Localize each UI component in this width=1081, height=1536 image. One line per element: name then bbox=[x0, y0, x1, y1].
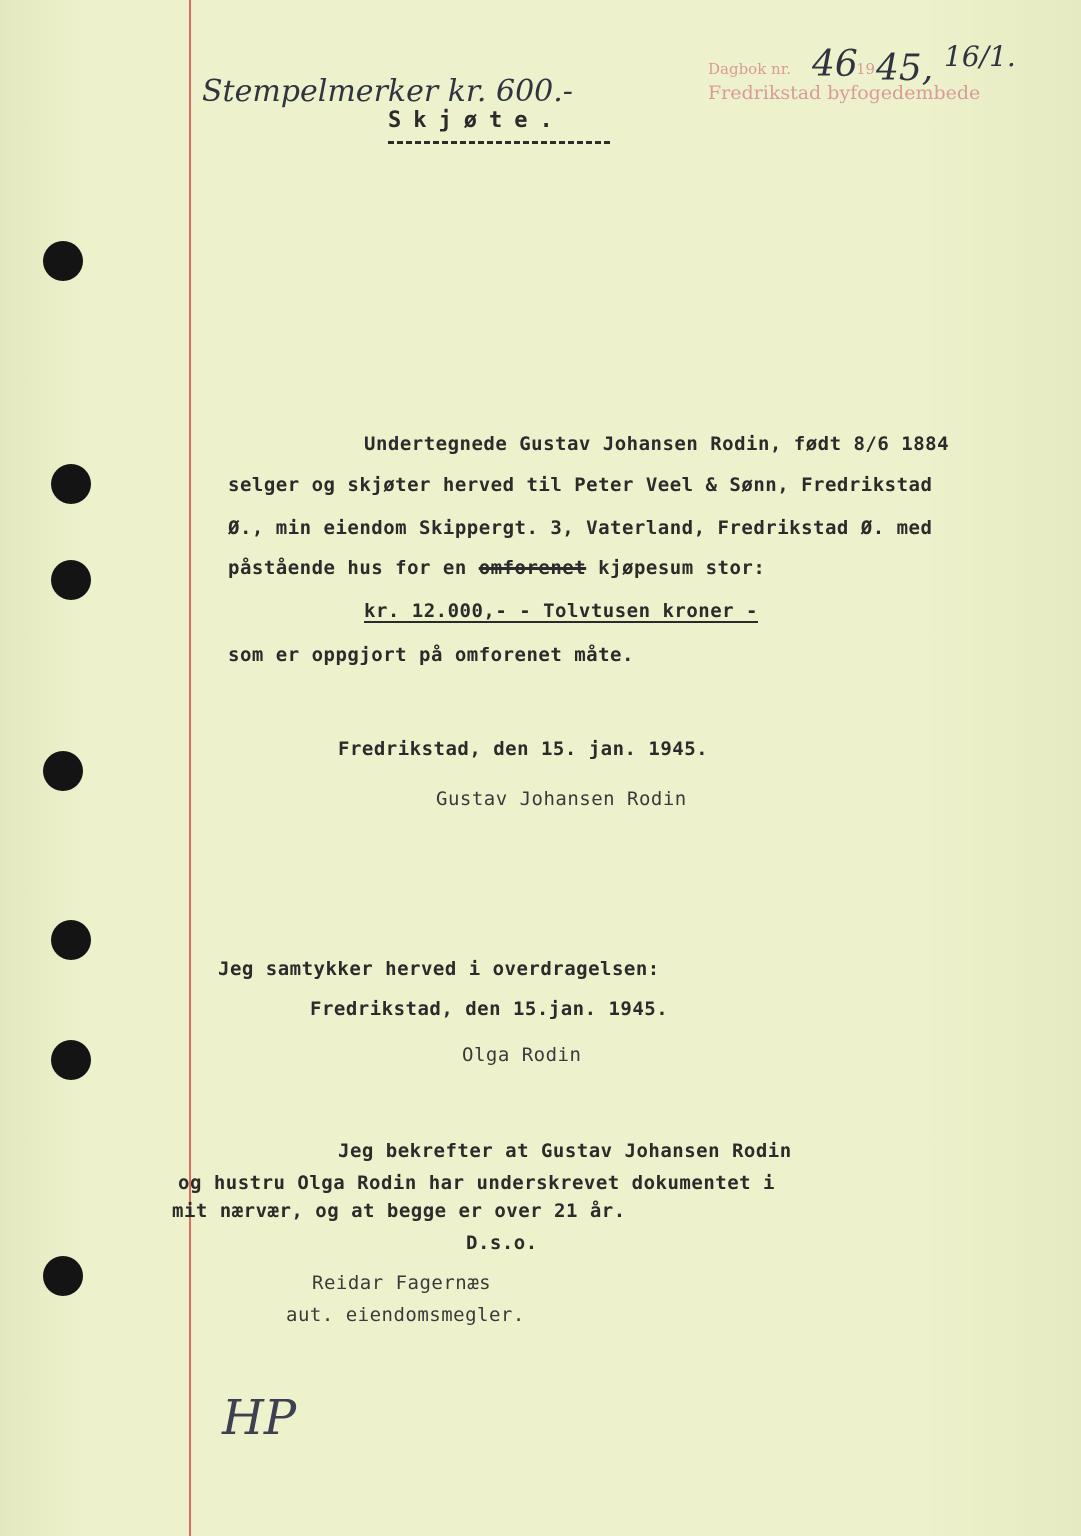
place-date-1: Fredrikstad, den 15. jan. 1945. bbox=[338, 738, 709, 760]
body-line-2: selger og skjøter herved til Peter Veel & Sønn, Fredrikstad bbox=[228, 474, 933, 496]
witness-line-1: Jeg bekrefter at Gustav Johansen Rodin bbox=[338, 1140, 792, 1162]
signature-2: Olga Rodin bbox=[462, 1044, 582, 1066]
body-line-4-end: kjøpesum stor: bbox=[598, 557, 766, 579]
struck-word: omforenet bbox=[478, 557, 587, 579]
stamp-line1-label: Dagbok nr. bbox=[708, 60, 792, 78]
title-underline bbox=[388, 141, 610, 144]
punch-hole bbox=[51, 560, 91, 600]
punch-hole bbox=[51, 464, 91, 504]
body-line-4-start: påstående hus for en bbox=[228, 557, 467, 579]
punch-hole bbox=[43, 1256, 83, 1296]
stamp-office-name: Fredrikstad byfogedembede bbox=[708, 82, 981, 104]
agent-title: aut. eiendomsmegler. bbox=[286, 1304, 525, 1326]
settled-line: som er oppgjort på omforenet måte. bbox=[228, 644, 634, 666]
punch-hole bbox=[43, 751, 83, 791]
punch-hole bbox=[51, 1040, 91, 1080]
body-line-4 bbox=[228, 557, 765, 579]
stamp-date-written: 16/1. bbox=[944, 40, 1016, 73]
stamp-year-suffix: 45, bbox=[876, 48, 934, 89]
dso-line: D.s.o. bbox=[466, 1232, 538, 1254]
witness-line-3: mit nærvær, og at begge er over 21 år. bbox=[172, 1200, 626, 1222]
document-title: Skjøte. bbox=[388, 108, 565, 133]
handwritten-initials: HP bbox=[222, 1390, 297, 1446]
place-date-2: Fredrikstad, den 15.jan. 1945. bbox=[310, 998, 669, 1020]
price-line: kr. 12.000,- - Tolvtusen kroner - bbox=[364, 600, 758, 622]
handwritten-stamp-duty-note: Stempelmerker kr. 600.- bbox=[202, 74, 573, 109]
stamp-year-prefix: 19 bbox=[856, 60, 876, 78]
consent-line: Jeg samtykker herved i overdragelsen: bbox=[218, 958, 660, 980]
body-line-3: Ø., min eiendom Skippergt. 3, Vaterland, Fredrikstad Ø. med bbox=[228, 517, 933, 539]
signature-1: Gustav Johansen Rodin bbox=[436, 788, 687, 810]
punch-hole bbox=[51, 920, 91, 960]
stamp-number: 46 bbox=[812, 44, 858, 85]
red-margin-line bbox=[189, 0, 191, 1536]
punch-hole bbox=[43, 241, 83, 281]
witness-line-2: og hustru Olga Rodin har underskrevet dokumentet i bbox=[178, 1172, 775, 1194]
agent-name: Reidar Fagernæs bbox=[312, 1272, 492, 1294]
body-line-1: Undertegnede Gustav Johansen Rodin, født 8/6 1884 bbox=[364, 433, 950, 455]
